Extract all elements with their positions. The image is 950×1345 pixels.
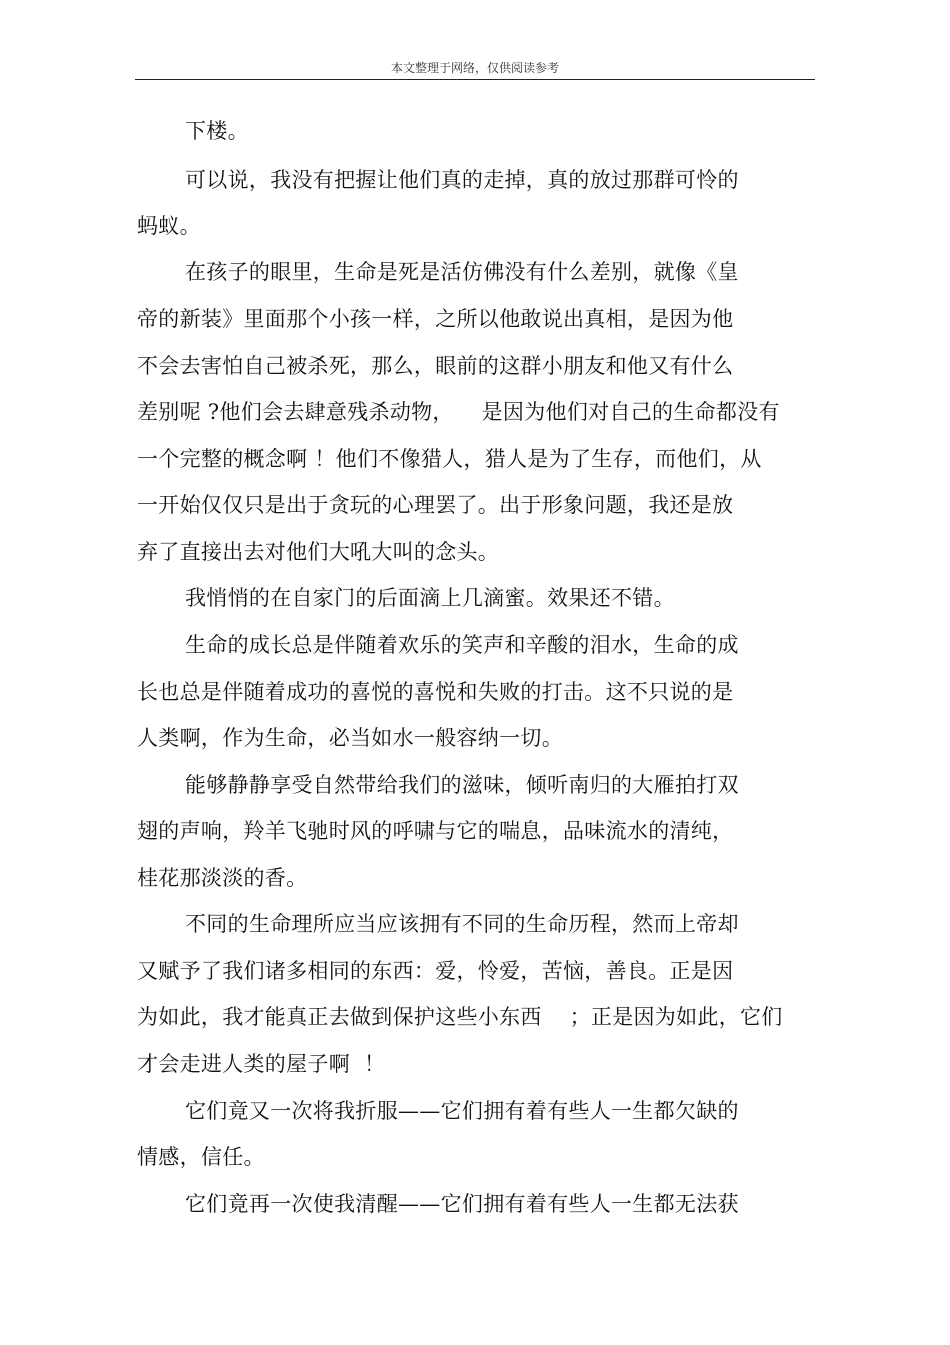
text-line: 不同的生命理所应当应该拥有不同的生命历程，然而上帝却 xyxy=(185,912,739,936)
text-line: 帝的新装》里面那个小孩一样，之所以他敢说出真相，是因为他 xyxy=(137,307,734,331)
text-line: 我悄悄的在自家门的后面滴上几滴蜜。效果还不错。 xyxy=(185,586,675,610)
text-line: 一个完整的概念啊 ！他们不像猎人，猎人是为了生存，而他们，从 xyxy=(137,447,762,471)
text-line: 能够静静享受自然带给我们的滋味，倾听南归的大雁拍打双 xyxy=(185,773,739,797)
text-line: 它们竟又一次将我折服——它们拥有着有些人一生都欠缺的 xyxy=(185,1099,739,1123)
text-line: 翅的声响，羚羊飞驰时风的呼啸与它的喘息，品味流水的清纯， xyxy=(137,819,734,843)
text-line: 情感，信任。 xyxy=(137,1145,265,1169)
text-line: 差别呢 ?他们会去肆意残杀动物， 是因为他们对自己的生命都没有 xyxy=(137,400,780,424)
text-line: 才会走进人类的屋子啊 ！ xyxy=(137,1052,386,1076)
text-line: 为如此，我才能真正去做到保护这些小东西 ；正是因为如此，它们 xyxy=(137,1005,783,1029)
header-divider xyxy=(135,79,815,80)
text-line: 不会去害怕自己被杀死，那么，眼前的这群小朋友和他又有什么 xyxy=(137,354,734,378)
text-line: 长也总是伴随着成功的喜悦的喜悦和失败的打击。这不只说的是 xyxy=(137,680,734,704)
text-line: 在孩子的眼里，生命是死是活仿佛没有什么差别，就像《皇 xyxy=(185,260,739,284)
text-line: 它们竟再一次使我清醒——它们拥有着有些人一生都无法获 xyxy=(185,1192,739,1216)
text-line: 桂花那淡淡的香。 xyxy=(137,866,308,890)
text-line: 可以说，我没有把握让他们真的走掉，真的放过那群可怜的 xyxy=(185,168,739,192)
text-line: 人类啊，作为生命，必当如水一般容纳一切。 xyxy=(137,726,563,750)
text-line: 生命的成长总是伴随着欢乐的笑声和辛酸的泪水，生命的成 xyxy=(185,633,739,657)
text-line: 下楼。 xyxy=(185,119,249,143)
text-line: 弃了直接出去对他们大吼大叫的念头。 xyxy=(137,540,500,564)
text-line: 又赋予了我们诸多相同的东西：爱，怜爱，苦恼，善良。正是因 xyxy=(137,959,734,983)
page-header: 本文整理于网络，仅供阅读参考 xyxy=(390,61,559,75)
text-line: 蚂蚁。 xyxy=(137,214,201,238)
text-line: 一开始仅仅只是出于贪玩的心理罢了。出于形象问题，我还是放 xyxy=(137,493,734,517)
